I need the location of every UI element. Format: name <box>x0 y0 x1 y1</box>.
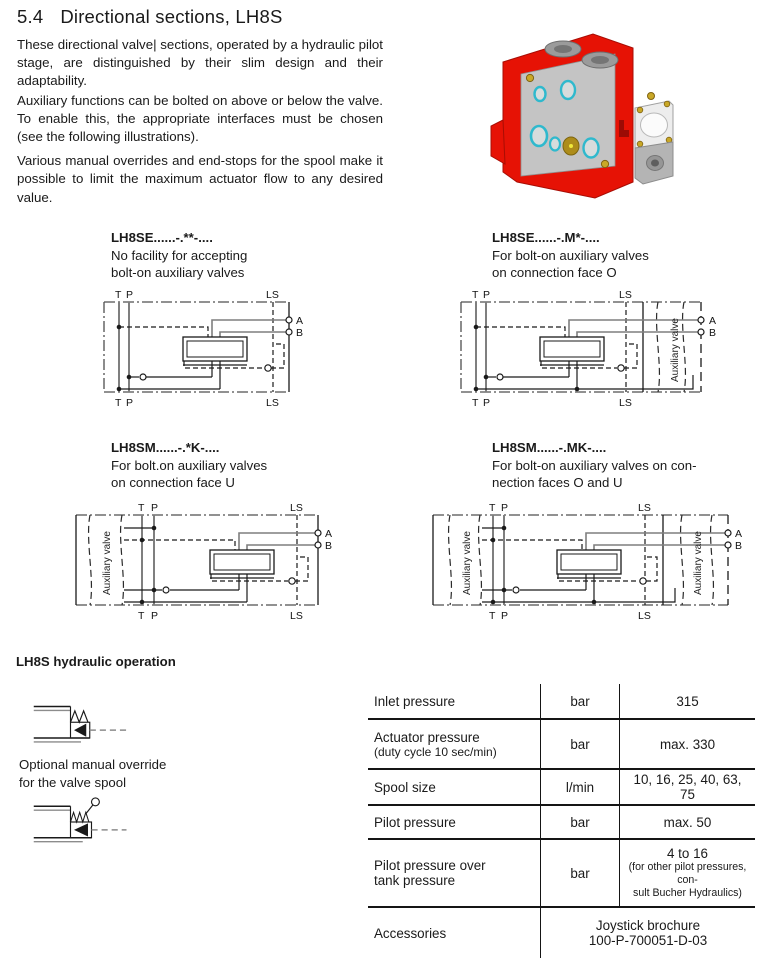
value-cell: Joystick brochure 100-P-700051-D-03 <box>541 907 756 958</box>
port-label-a: A <box>325 528 333 540</box>
value-cell: 4 to 16 (for other pilot pressures, con- sult Bucher Hydraulics) <box>620 839 756 907</box>
auxiliary-valve-label: Auxiliary valve <box>102 531 113 595</box>
port-label-ls: LS <box>619 397 632 409</box>
diagram-desc: No facility for accepting <box>111 247 248 263</box>
port-label-t: T <box>138 502 145 514</box>
diagram-code: LH8SE......-.M*-.... <box>492 230 600 245</box>
port-label-p: P <box>126 397 134 409</box>
table-row <box>368 805 755 839</box>
port-label-b: B <box>296 327 304 339</box>
port-label-ls: LS <box>638 610 651 622</box>
diagram-3-label <box>111 439 267 492</box>
port-label-ls: LS <box>619 289 632 301</box>
port-label-ls: LS <box>266 289 279 301</box>
page-title <box>17 6 283 28</box>
override-caption: Optional manual override for the valve spool <box>19 757 167 790</box>
port-label-t: T <box>472 289 479 301</box>
section-number: 5.4 <box>17 6 44 27</box>
intro-text <box>17 36 383 207</box>
port-label-ls: LS <box>290 610 303 622</box>
pilot-arrow <box>74 823 88 836</box>
param-cell: Accessories <box>374 925 447 941</box>
intro-paragraph: Auxiliary functions can be bolted on above or below the valve. To enable this, the appropriate interfaces must be chosen (see the following illustrations). <box>17 92 383 145</box>
port-label-a: A <box>735 528 743 540</box>
auxiliary-valve-label: Auxiliary valve <box>670 318 681 382</box>
diagram-code: LH8SM......-.*K-.... <box>111 440 220 455</box>
port-label-t: T <box>489 610 496 622</box>
value-cell: 315 <box>620 684 756 719</box>
port-label-p: P <box>501 610 509 622</box>
port-label-t: T <box>138 610 145 622</box>
port-label-p: P <box>151 502 159 514</box>
unit-cell: l/min <box>541 769 620 805</box>
diagram-desc: on connection face U <box>111 475 235 490</box>
unit-cell: bar <box>541 839 620 907</box>
port-label-t: T <box>472 397 479 409</box>
port-label-a: A <box>296 315 304 327</box>
value-cell: max. 330 <box>620 719 756 769</box>
port-label-ls: LS <box>290 502 303 514</box>
unit-cell: bar <box>541 684 620 719</box>
port-label-t: T <box>115 397 122 409</box>
manual-override-knob <box>92 798 100 806</box>
operation-title: LH8S hydraulic operation <box>16 654 176 669</box>
param-cell: Pilot pressure <box>368 805 541 839</box>
auxiliary-valve-label: Auxiliary valve <box>462 531 473 595</box>
port-label-b: B <box>325 540 333 552</box>
override-symbol-knob <box>32 794 137 850</box>
diagram-desc: nection faces O and U <box>492 475 623 490</box>
valve-illustration <box>483 24 708 214</box>
param-cell: Spool size <box>368 769 541 805</box>
table-row <box>368 907 755 958</box>
port-label-t: T <box>115 289 122 301</box>
port-label-b: B <box>735 540 743 552</box>
table-row <box>368 769 755 805</box>
port-label-b: B <box>709 327 717 339</box>
section-title: Directional sections, LH8S <box>60 6 283 27</box>
port-label-p: P <box>501 502 509 514</box>
diagram-1-label <box>111 229 247 282</box>
param-cell: Pilot pressure over tank pressure <box>368 839 541 907</box>
pilot-arrow <box>74 724 86 737</box>
intro-paragraph: Various manual overrides and end-stops for the spool make it possible to limit the maximum actuator flow to any desired value. <box>17 153 383 205</box>
unit-cell: bar <box>541 719 620 769</box>
table-row <box>368 719 755 769</box>
diagram-desc: For bolt-on auxiliary valves <box>492 247 649 263</box>
diagram-code: LH8SM......-.MK-.... <box>492 440 607 455</box>
value-cell: max. 50 <box>620 805 756 839</box>
diagram-desc: bolt-on auxiliary valves <box>111 265 245 280</box>
port-label-a: A <box>709 315 717 327</box>
diagram-2-label <box>492 229 649 282</box>
schematic-diagram-4 <box>425 500 743 624</box>
port-label-ls: LS <box>638 502 651 514</box>
diagram-desc: on connection face O <box>492 265 617 280</box>
unit-cell: bar <box>541 805 620 839</box>
spec-table <box>368 684 755 958</box>
diagram-code: LH8SE......-.**-.... <box>111 230 213 245</box>
port-label-p: P <box>483 397 491 409</box>
override-symbol-plain <box>32 699 137 749</box>
param-cell: Actuator pressure (duty cycle 10 sec/min) <box>368 719 541 769</box>
param-cell: Inlet pressure <box>368 684 541 719</box>
diagram-desc: For bolt.on auxiliary valves <box>111 457 268 473</box>
diagram-4-label <box>492 439 697 492</box>
auxiliary-valve-label: Auxiliary valve <box>693 531 704 595</box>
spring-symbol <box>71 812 89 822</box>
port-label-p: P <box>151 610 159 622</box>
port-label-ls: LS <box>266 397 279 409</box>
spring-symbol <box>71 711 89 722</box>
port-label-t: T <box>489 502 496 514</box>
table-row <box>368 839 755 907</box>
table-row <box>368 684 755 719</box>
schematic-diagram-3 <box>64 500 332 624</box>
port-label-p: P <box>126 289 134 301</box>
schematic-diagram-2 <box>453 287 725 411</box>
schematic-diagram-1 <box>96 287 308 411</box>
intro-paragraph: These directional valve| sections, operated by a hydraulic pilot stage, are distinguished by their slim design and their adaptability. <box>17 37 383 89</box>
diagram-desc: For bolt-on auxiliary valves on con- <box>492 457 697 473</box>
value-cell: 10, 16, 25, 40, 63, 75 <box>620 769 756 805</box>
port-label-p: P <box>483 289 491 301</box>
